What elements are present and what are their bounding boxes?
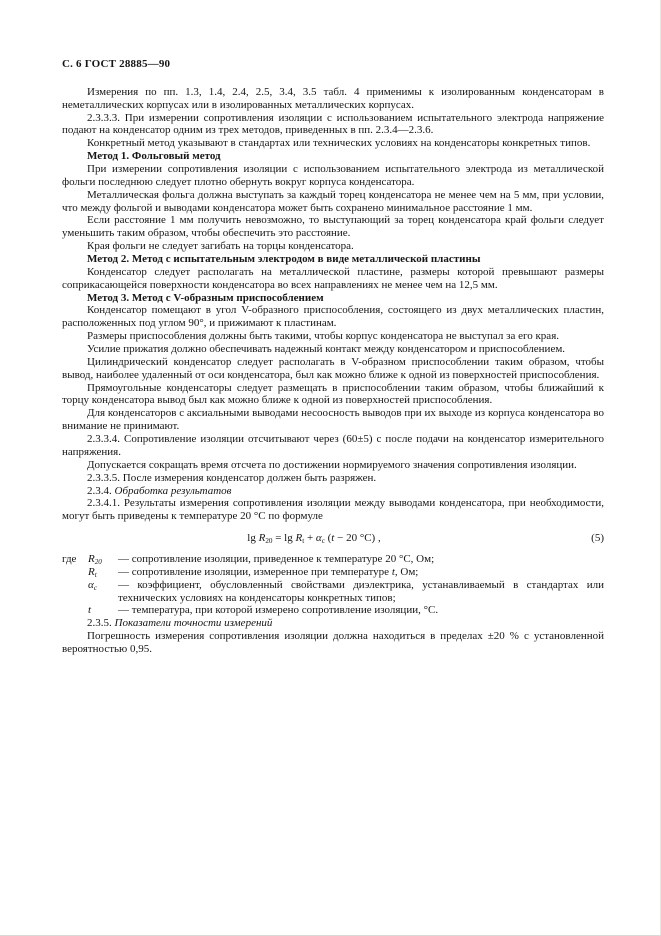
- paragraph: 2.3.5. Показатели точности измерений: [87, 617, 273, 630]
- paragraph: 2.3.3.4. Сопротивление изоляции отсчитывают через (60±5) с после подачи на конденсатор измерительного напряжения.: [62, 433, 604, 458]
- paragraph: Измерения по пп. 1.3, 1.4, 2.4, 2.5, 3.4, 3.5 табл. 4 применимы к изолированным конденсаторам в неметаллических корпусах или в изолированных металлических корпусах.: [62, 85, 604, 111]
- equation-number: (5): [591, 532, 604, 545]
- term-symbol: $\alpha_с$: [88, 578, 97, 592]
- paragraph: Конкретный метод указывают в стандартах или технических условиях на конденсаторы конкретных типов.: [87, 137, 591, 150]
- formula-block: [62, 523, 604, 553]
- paragraph: Погрешность измерения сопротивления изоляции должна находиться в пределах ±20 % с установленной вероятностью 0,95.: [62, 630, 604, 655]
- paragraph: При измерении сопротивления изоляции с использованием испытательного электрода из металлической фольги последнюю следует плотно обернуть вокруг корпуса конденсатора.: [62, 163, 604, 188]
- method-heading: Метод 3. Метод с V-образным приспособлением: [87, 291, 324, 304]
- paragraph: Допускается сокращать время отсчета по достижении нормируемого значения сопротивления изоляции.: [87, 458, 577, 471]
- term-description: — температура, при которой измерено сопротивление изоляции, °С.: [118, 604, 439, 617]
- method-heading: Метод 2. Метод с испытательным электродом в виде металлической пластины: [87, 253, 481, 266]
- term-description: — коэффициент, обусловленный свойствами диэлектрика, устанавливаемый в стандартах или технических условиях на конденсаторы конкретных типов;: [118, 578, 604, 604]
- definition-item: [62, 579, 604, 605]
- definition-item: [62, 604, 604, 617]
- term-description: — сопротивление изоляции, приведенное к температуре 20 °С, Ом;: [118, 552, 435, 565]
- where-list: [62, 553, 604, 617]
- where-label: где: [62, 552, 77, 565]
- paragraph: Для конденсаторов с аксиальными выводами несоосность выводов при их выходе из корпуса конденсатора во внимание не принимают.: [62, 407, 604, 433]
- paragraph: Конденсатор помещают в угол V-образного приспособления, состоящего из двух металлических пластин, расположенных под углом 90°, и прижимают к пластинам.: [62, 304, 604, 330]
- paragraph: 2.3.3.5. После измерения конденсатор должен быть разряжен.: [87, 471, 377, 484]
- term-symbol: $R_{20}$: [88, 552, 102, 566]
- term-symbol: $R_t$: [88, 565, 97, 579]
- paragraph: Металлическая фольга должна выступать за каждый торец конденсатора не менее чем на 5 мм, при условии, что между фольгой и выводами конденсатора может быть сохранено минимальное расстояние 1 мм.: [62, 188, 604, 214]
- paragraph: Размеры приспособления должны быть такими, чтобы корпус конденсатора не выступал за его края.: [87, 330, 560, 343]
- page-header: С. 6 ГОСТ 28885—90: [62, 58, 171, 70]
- paragraph: 2.3.4. Обработка результатов: [87, 484, 232, 497]
- paragraph: Края фольги не следует загибать на торцы конденсатора.: [87, 240, 354, 253]
- definition-item: [62, 566, 604, 579]
- term-symbol: t: [88, 604, 92, 617]
- document-body: [62, 86, 604, 656]
- paragraph: 2.3.3.3. При измерении сопротивления изоляции с использованием испытательного электрода напряжение подают на конденсатор одним из трех методов, приведенных в пп. 2.3.4—2.3.6.: [62, 111, 604, 137]
- paragraph: Конденсатор следует располагать на металлической пластине, размеры которой превышают размеры соприкасающейся поверхности конденсатора во всех направлениях не менее чем на 12,5 мм.: [62, 265, 604, 291]
- equation: $\lg R_{20} = \lg R_t + \alpha_с$ (t − 20 °С) ,: [247, 532, 381, 546]
- definition-item: [62, 553, 604, 566]
- paragraph: 2.3.4.1. Результаты измерения сопротивления изоляции между выводами конденсатора, при необходимости, могут быть приведены к температуре 20 °С по формуле: [62, 497, 604, 523]
- paragraph: Прямоугольные конденсаторы следует размещать в приспособлении таким образом, чтобы ближайший к торцу конденсатора вывод был как можно ближе к одной из поверхностей приспособления.: [62, 381, 604, 407]
- method-heading: Метод 1. Фольговый метод: [87, 150, 221, 163]
- paragraph: Цилиндрический конденсатор следует располагать в V-образном приспособлении таким образом, чтобы вывод, наиболее удаленный от оси конденсатора, был как можно ближе к одной из поверхностей приспособления.: [62, 355, 604, 381]
- paragraph: Усилие прижатия должно обеспечивать надежный контакт между конденсатором и приспособлением.: [87, 343, 566, 356]
- term-description: — сопротивление изоляции, измеренное при температуре t, Ом;: [118, 565, 419, 578]
- paragraph: Если расстояние 1 мм получить невозможно, то выступающий за торец конденсатора край фольги следует уменьшить таким образом, чтобы обеспечить это расстояние.: [62, 214, 604, 240]
